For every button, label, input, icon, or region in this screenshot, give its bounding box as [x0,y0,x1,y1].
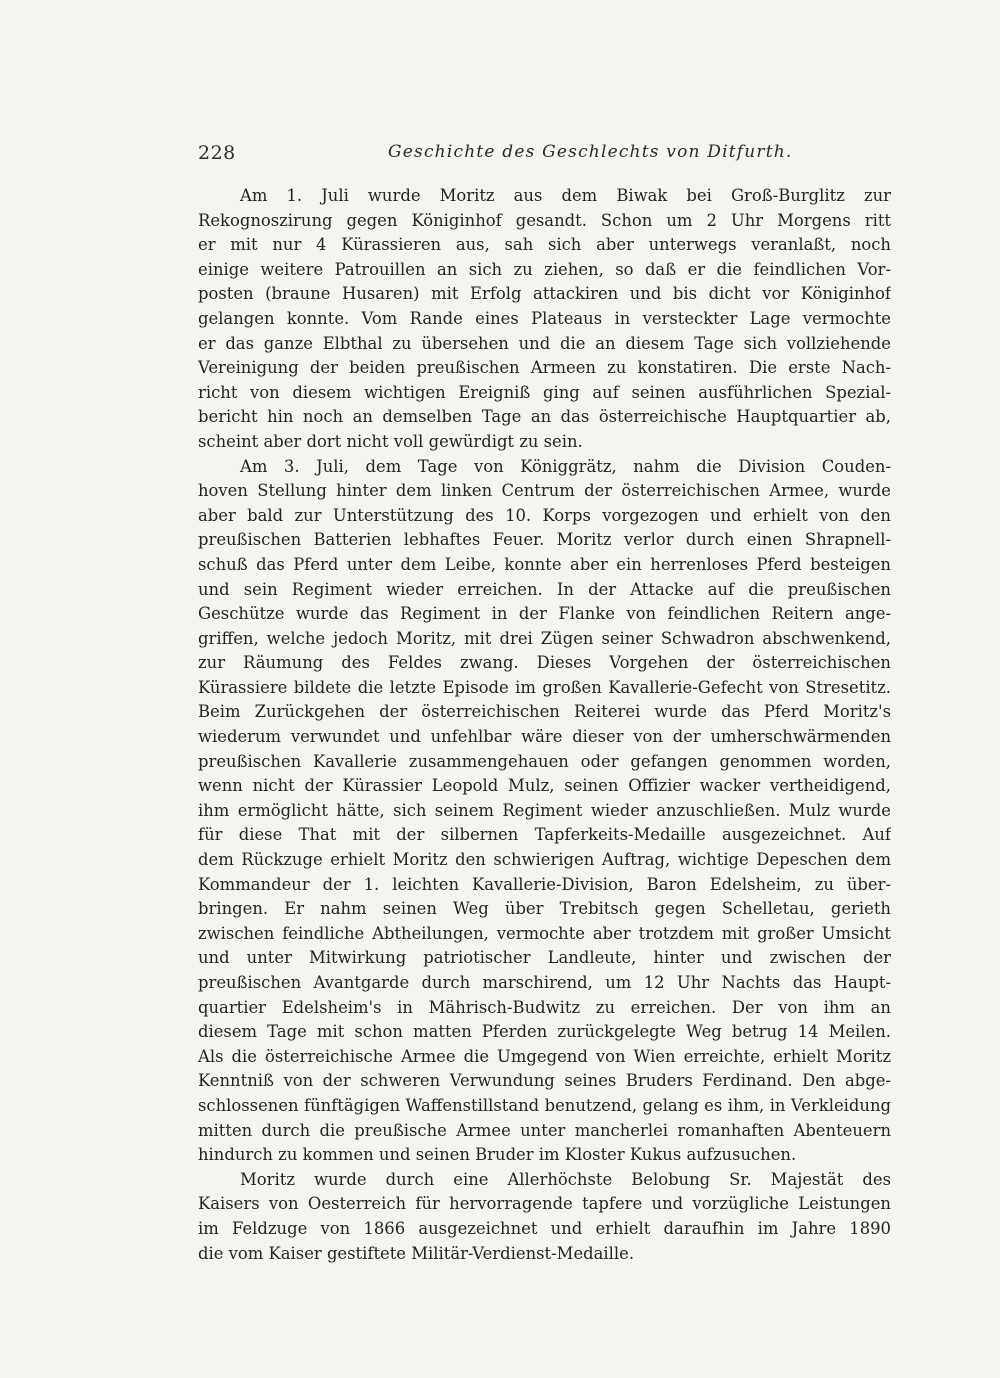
text-line: wenn nicht der Kürassier Leopold Mulz, seinen Offizier wacker vertheidigend, [198,776,891,796]
text-line: im Feldzuge von 1866 ausgezeichnet und erhielt daraufhin im Jahre 1890 [198,1218,891,1238]
text-line: Geschütze wurde das Regiment in der Flanke von feindlichen Reitern ange- [198,604,891,624]
text-line: er das ganze Elbthal zu übersehen und die an diesem Tage sich vollziehende [198,333,891,353]
text-line: hoven Stellung hinter dem linken Centrum der österreichischen Armee, wurde [198,481,891,501]
text-line: mitten durch die preußische Armee unter mancherlei romanhaften Abenteuern [198,1120,891,1140]
text-line: gelangen konnte. Vom Rande eines Plateaus in versteckter Lage vermochte [198,308,891,328]
text-line: Als die österreichische Armee die Umgegend von Wien erreichte, erhielt Moritz [198,1046,891,1066]
text-line: Am 3. Juli, dem Tage von Königgrätz, nahm die Division Couden- [240,456,891,476]
text-line: Kenntniß von der schweren Verwundung seines Bruders Ferdinand. Den abge- [198,1071,891,1091]
text-line: preußischen Avantgarde durch marschirend, um 12 Uhr Nachts das Haupt- [198,973,891,992]
text-line: bericht hin noch an demselben Tage an das österreichische Hauptquartier ab, [198,407,891,427]
body-text [198,184,891,1266]
text-line: bringen. Er nahm seinen Weg über Trebitsch gegen Schelletau, gerieth [198,899,891,919]
text-line: Moritz wurde durch eine Allerhöchste Belobung Sr. Majestät des [240,1169,891,1189]
text-line: quartier Edelsheim's in Mährisch-Budwitz zu erreichen. Der von ihm an [198,997,891,1017]
text-line: dem Rückzuge erhielt Moritz den schwierigen Auftrag, wichtige Depeschen dem [198,850,891,870]
text-line: scheint aber dort nicht voll gewürdigt zu sein. [198,431,583,451]
text-line: schlossenen fünftägigen Waffenstillstand benutzend, gelang es ihm, in Verkleidung [198,1095,891,1115]
text-line: Kürassiere bildete die letzte Episode im großen Kavallerie-Gefecht von Stresetitz. [198,677,891,697]
text-line: preußischen Kavallerie zusammengehauen oder gefangen genommen worden, [198,751,891,771]
text-line: aber bald zur Unterstützung des 10. Korps vorgezogen und erhielt von den [198,505,891,525]
running-title: Geschichte des Geschlechts von Ditfurth. [388,142,793,162]
text-line: posten (braune Husaren) mit Erfolg attackiren und bis dicht vor Königinhof [198,284,891,304]
text-line: ihm ermöglicht hätte, sich seinem Regiment wieder anzuschließen. Mulz wurde [198,800,891,820]
text-line: Rekognoszirung gegen Königinhof gesandt. Schon um 2 Uhr Morgens ritt [198,210,891,230]
text-line: Vereinigung der beiden preußischen Armeen zu konstatiren. Die erste Nach- [198,358,891,378]
text-line: preußischen Batterien lebhaftes Feuer. Moritz verlor durch einen Shrapnell- [198,530,891,550]
text-line: und sein Regiment wieder erreichen. In der Attacke auf die preußischen [198,579,891,599]
text-line: Am 1. Juli wurde Moritz aus dem Biwak bei Groß-Burglitz zur [240,186,891,205]
text-line: richt von diesem wichtigen Ereigniß ging auf seinen ausführlichen Spezial- [198,382,891,402]
text-line: wiederum verwundet und unfehlbar wäre dieser von der umherschwärmenden [198,727,891,747]
text-line: Beim Zurückgehen der österreichischen Reiterei wurde das Pferd Moritz's [198,702,891,722]
text-line: zwischen feindliche Abtheilungen, vermochte aber trotzdem mit großer Umsicht [198,923,891,943]
text-line: diesem Tage mit schon matten Pferden zurückgelegte Weg betrug 14 Meilen. [198,1022,891,1042]
page-header [198,142,888,168]
text-line: hindurch zu kommen und seinen Bruder im Kloster Kukus aufzusuchen. [198,1145,797,1165]
paragraph [198,455,891,1168]
paragraph [198,1168,891,1266]
text-line: Kommandeur der 1. leichten Kavallerie-Division, Baron Edelsheim, zu über- [198,874,891,894]
text-line: zur Räumung des Feldes zwang. Dieses Vorgehen der österreichischen [198,653,891,673]
paragraph [198,184,891,455]
text-line: und unter Mitwirkung patriotischer Landleute, hinter und zwischen der [198,948,891,968]
text-line: griffen, welche jedoch Moritz, mit drei Zügen seiner Schwadron abschwenkend, [198,628,891,648]
text-line: schuß das Pferd unter dem Leibe, konnte aber ein herrenloses Pferd besteigen [198,554,891,574]
text-line: die vom Kaiser gestiftete Militär-Verdienst-Medaille. [198,1243,635,1263]
text-line: einige weitere Patrouillen an sich zu ziehen, so daß er die feindlichen Vor- [198,259,891,279]
text-line: Kaisers von Oesterreich für hervorragende tapfere und vorzügliche Leistungen [198,1194,891,1214]
text-line: er mit nur 4 Kürassieren aus, sah sich aber unterwegs veranlaßt, noch [198,235,891,255]
page-number: 228 [198,142,236,164]
text-line: für diese That mit der silbernen Tapferkeits-Medaille ausgezeichnet. Auf [198,825,891,845]
